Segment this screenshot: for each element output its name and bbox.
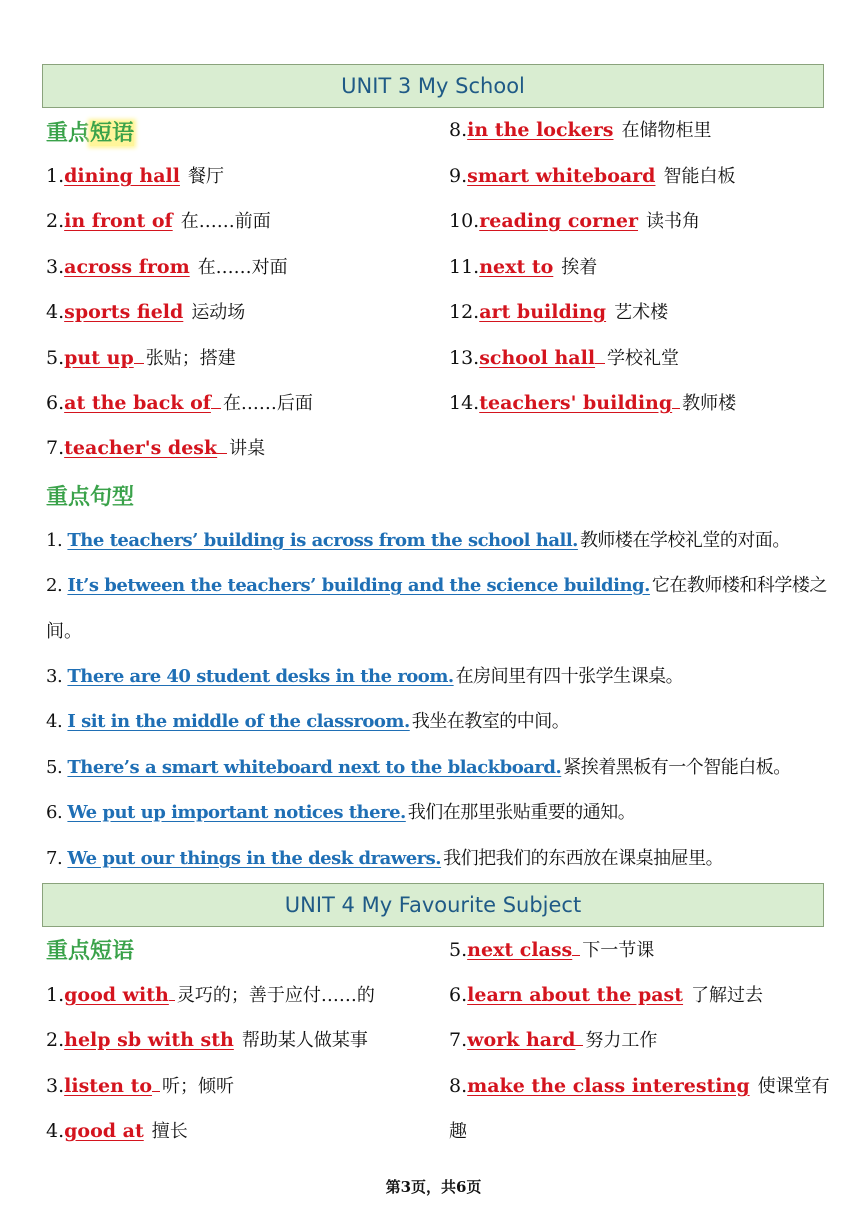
phrase-item: 11. next to 挨着 (449, 256, 598, 278)
unit3-title: UNIT 3 My School (341, 74, 525, 98)
phrase-item: 8. make the class interesting 使课堂有 (449, 1075, 830, 1097)
phrase-item: 6. at the back of 在……后面 (46, 392, 313, 414)
phrase-item: 9. smart whiteboard 智能白板 (449, 165, 736, 187)
phrase-item: 2. help sb with sth 帮助某人做某事 (46, 1029, 368, 1051)
sentence-item: 4. I sit in the middle of the classroom. 我坐在教室的中间。 (46, 711, 570, 732)
sentence-item: 1. The teachers’ building is across from the school hall. 教师楼在学校礼堂的对面。 (46, 530, 790, 551)
phrase-item: 4. good at 擅长 (46, 1120, 188, 1142)
unit3-sentences-heading: 重点句型 (46, 485, 135, 510)
unit3-banner (42, 64, 824, 108)
unit4-title: UNIT 4 My Favourite Subject (284, 893, 582, 917)
sentence-continuation: 间。 (46, 621, 82, 642)
phrase-item: 5. next class 下一节课 (449, 939, 655, 961)
sentence-item: 3. There are 40 student desks in the room. 在房间里有四十张学生课桌。 (46, 666, 684, 687)
phrase-item: 1. good with 灵巧的；善于应付……的 (46, 984, 375, 1006)
phrase-item: 3. across from 在……对面 (46, 256, 288, 278)
page-footer: 第3页，共6页 (385, 1178, 482, 1196)
phrase-item: 10. reading corner 读书角 (449, 210, 701, 232)
phrase-item: 14. teachers' building 教师楼 (449, 392, 737, 414)
phrase-continuation: 趣 (449, 1121, 467, 1142)
unit4-banner (42, 883, 824, 927)
unit3-phrases-heading: 重点短语 (46, 121, 135, 146)
phrase-item: 6. learn about the past 了解过去 (449, 984, 764, 1006)
phrase-item: 7. teacher's desk 讲桌 (46, 437, 266, 459)
phrase-item: 3. listen to 听；倾听 (46, 1075, 235, 1097)
sentence-item: 6. We put up important notices there. 我们在那里张贴重要的通知。 (46, 802, 636, 823)
phrase-item: 5. put up 张贴；搭建 (46, 347, 236, 369)
phrase-item: 4. sports field 运动场 (46, 301, 246, 323)
sentence-item: 5. There’s a smart whiteboard next to the blackboard. 紧挨着黑板有一个智能白板。 (46, 757, 791, 778)
sentence-item: 2. It’s between the teachers’ building and the science building. 它在教师楼和科学楼之 (46, 575, 827, 596)
phrase-item: 7. work hard 努力工作 (449, 1029, 658, 1051)
phrase-item: 12. art building 艺术楼 (449, 301, 669, 323)
sentence-item: 7. We put our things in the desk drawers. 我们把我们的东西放在课桌抽屉里。 (46, 848, 724, 869)
phrase-item: 2. in front of 在……前面 (46, 210, 271, 232)
phrase-item: 13. school hall 学校礼堂 (449, 347, 680, 369)
phrase-item: 1. dining hall 餐厅 (46, 165, 224, 187)
unit4-phrases-heading: 重点短语 (46, 939, 135, 964)
phrase-item: 8. in the lockers 在储物柜里 (449, 119, 712, 141)
